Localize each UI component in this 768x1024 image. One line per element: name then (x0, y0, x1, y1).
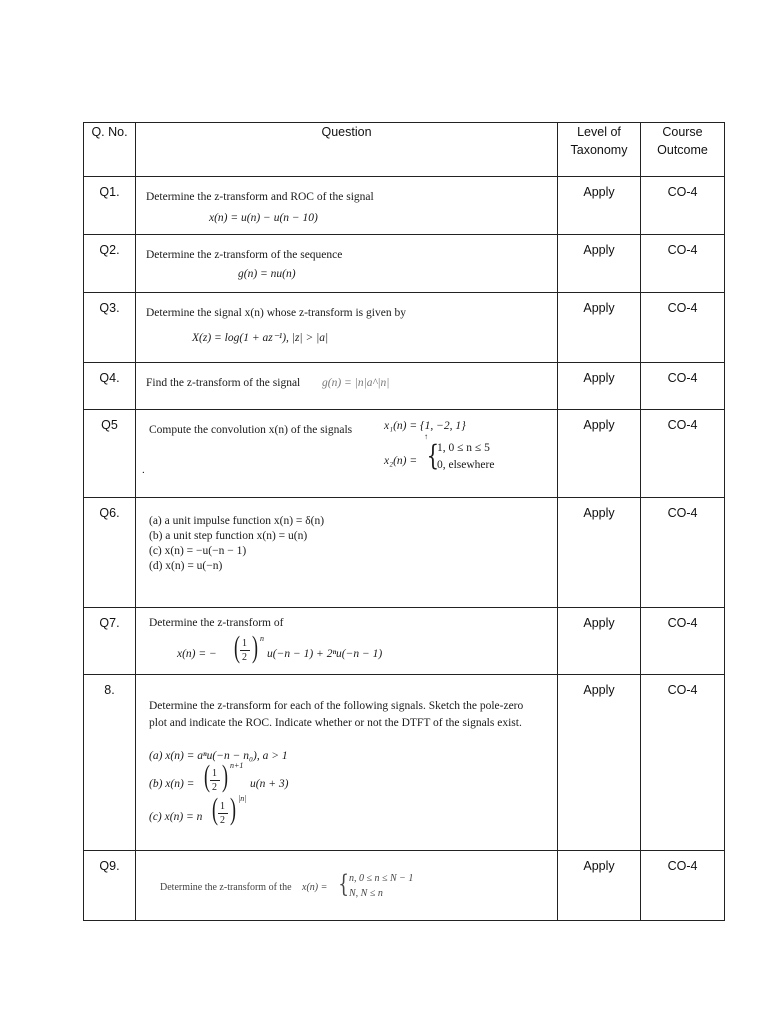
taxonomy-level: Apply (558, 410, 641, 498)
question-formula: g(n) = |n|a^|n| (322, 377, 390, 389)
table-row (84, 851, 725, 921)
exponent: n+1 (230, 761, 244, 770)
course-outcome: CO-4 (641, 363, 725, 410)
table-row (84, 410, 725, 498)
frac-den: 2 (242, 652, 247, 663)
taxonomy-level: Apply (558, 608, 641, 675)
frac-num: 1 (220, 801, 225, 812)
question-formula: x(n) = u(n) − u(n − 10) (209, 212, 318, 224)
question-text (136, 410, 558, 498)
taxonomy-level: Apply (558, 293, 641, 363)
question-text (136, 293, 558, 363)
course-outcome: CO-4 (641, 498, 725, 608)
question-number: Q3. (84, 293, 136, 363)
question-formula: (b) x(n) = (149, 778, 195, 790)
paren-right-icon: ) (252, 629, 258, 664)
exponent: n (260, 634, 264, 643)
table-row (84, 498, 725, 608)
question-formula: x₂(n) = (384, 455, 418, 467)
question-line: Determine the z-transform for each of the following signals. Sketch the pole-zero (149, 700, 524, 712)
question-number: Q6. (84, 498, 136, 608)
question-text (136, 498, 558, 608)
case-line: 1, 0 ≤ n ≤ 5 (437, 442, 490, 454)
question-number: 8. (84, 675, 136, 851)
paren-right-icon: ) (222, 758, 228, 793)
course-outcome: CO-4 (641, 410, 725, 498)
frac-num: 1 (242, 638, 247, 649)
taxonomy-level: Apply (558, 235, 641, 293)
paren-right-icon: ) (230, 791, 236, 826)
question-line: (c) x(n) = −u(−n − 1) (149, 545, 247, 557)
frac-bar (240, 650, 250, 651)
course-outcome: CO-4 (641, 177, 725, 235)
table-row (84, 177, 725, 235)
question-number: Q9. (84, 851, 136, 921)
table-row (84, 675, 725, 851)
question-line: (b) a unit step function x(n) = u(n) (149, 530, 308, 542)
question-text (136, 851, 558, 921)
brace-icon: { (426, 439, 440, 472)
question-line: Determine the signal x(n) whose z-transform is given by (146, 307, 406, 319)
origin-arrow: ↑ (424, 432, 428, 441)
question-text (136, 363, 558, 410)
exponent: |n| (238, 794, 247, 803)
header-level: Level of Taxonomy (558, 123, 641, 177)
case-line: N, N ≤ n (349, 888, 383, 899)
question-number: Q4. (84, 363, 136, 410)
question-formula: (a) x(n) = aⁿu(−n − n₀), a > 1 (149, 750, 288, 762)
paren-left-icon: ( (212, 791, 218, 826)
table-row (84, 235, 725, 293)
taxonomy-level: Apply (558, 363, 641, 410)
question-text (136, 177, 558, 235)
question-formula: x(n) = − (177, 648, 217, 660)
header-qno: Q. No. (84, 123, 136, 177)
header-question: Question (136, 123, 558, 177)
question-line: (d) x(n) = u(−n) (149, 560, 223, 572)
paren-left-icon: ( (234, 629, 240, 664)
question-formula: X(z) = log(1 + az⁻¹), |z| > |a| (192, 332, 329, 344)
question-line: Compute the convolution x(n) of the signals (149, 424, 353, 436)
table-row (84, 608, 725, 675)
paren-left-icon: ( (204, 758, 210, 793)
stray-dot: . (142, 464, 145, 476)
case-line: n, 0 ≤ n ≤ N − 1 (349, 873, 414, 884)
question-line: (a) a unit impulse function x(n) = δ(n) (149, 515, 325, 527)
course-outcome: CO-4 (641, 851, 725, 921)
question-formula: g(n) = nu(n) (238, 268, 296, 280)
question-formula: u(n + 3) (250, 778, 289, 790)
table-row (84, 293, 725, 363)
question-number: Q5 (84, 410, 136, 498)
course-outcome: CO-4 (641, 608, 725, 675)
course-outcome: CO-4 (641, 293, 725, 363)
question-number: Q2. (84, 235, 136, 293)
question-number: Q7. (84, 608, 136, 675)
question-line: Determine the z-transform and ROC of the signal (146, 191, 374, 203)
question-text (136, 675, 558, 851)
question-line: Determine the z-transform of the sequence (146, 249, 343, 261)
question-number: Q1. (84, 177, 136, 235)
frac-den: 2 (220, 815, 225, 826)
question-line: plot and indicate the ROC. Indicate whether or not the DTFT of the signals exist. (149, 717, 522, 729)
taxonomy-level: Apply (558, 177, 641, 235)
question-formula: x₁(n) = {1, −2, 1} (384, 420, 466, 432)
question-table (83, 122, 725, 921)
question-line: Determine the z-transform of (149, 617, 284, 629)
frac-den: 2 (212, 782, 217, 793)
course-outcome: CO-4 (641, 675, 725, 851)
question-formula: (c) x(n) = n (149, 811, 203, 823)
header-outcome: Course Outcome (641, 123, 725, 177)
table-row (84, 363, 725, 410)
header-row (84, 123, 725, 177)
question-formula: x(n) = (302, 882, 328, 893)
question-text (136, 235, 558, 293)
question-line: Determine the z-transform of the (160, 882, 292, 893)
question-line: Find the z-transform of the signal (146, 377, 301, 389)
frac-bar (210, 780, 220, 781)
course-outcome: CO-4 (641, 235, 725, 293)
question-text (136, 608, 558, 675)
frac-num: 1 (212, 768, 217, 779)
taxonomy-level: Apply (558, 498, 641, 608)
frac-bar (218, 813, 228, 814)
taxonomy-level: Apply (558, 675, 641, 851)
question-formula: u(−n − 1) + 2ⁿu(−n − 1) (267, 648, 383, 660)
case-line: 0, elsewhere (437, 459, 495, 471)
taxonomy-level: Apply (558, 851, 641, 921)
brace-icon: { (338, 870, 349, 898)
